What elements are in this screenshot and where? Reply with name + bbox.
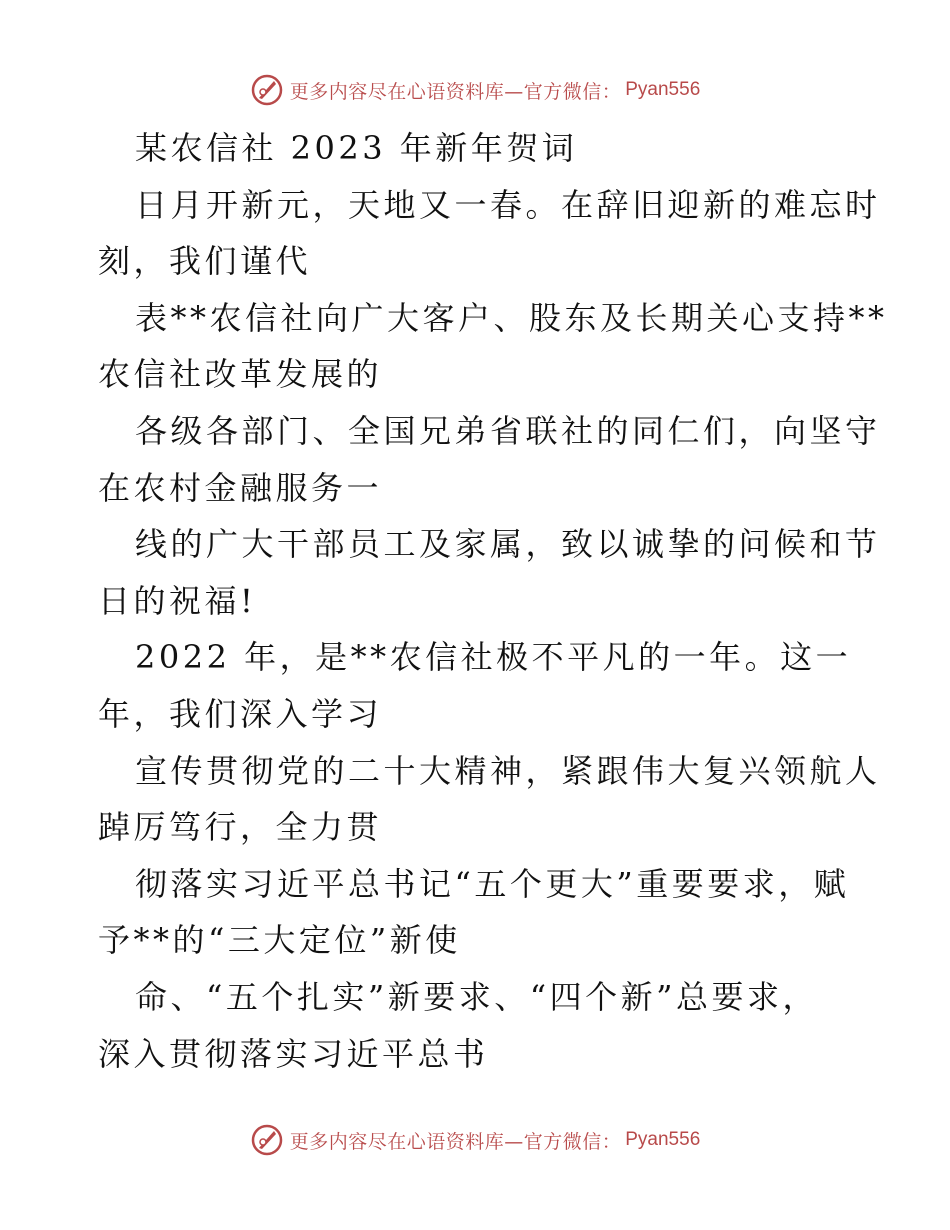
document-title: 某农信社 2023 年新年贺词 — [135, 129, 578, 167]
quill-logo-icon — [250, 73, 284, 107]
quill-logo-icon — [250, 1123, 284, 1157]
text-line: 2022 年，是**农信社极不平凡的一年。这一 — [135, 638, 852, 677]
header-watermark — [0, 70, 950, 110]
footer-watermark — [0, 1120, 950, 1160]
text-line: 踔厉笃行，全力贯 — [98, 808, 383, 847]
text-line: 表**农信社向广大客户、股东及长期关心支持** — [135, 298, 888, 337]
text-line: 命、“五个扎实”新要求、“四个新”总要求， — [135, 977, 818, 1016]
text-line: 彻落实习近平总书记“五个更大”重要要求，赋 — [135, 864, 850, 903]
text-line: 深入贯彻落实习近平总书 — [98, 1034, 489, 1073]
watermark-wechat-id: Pyan556 — [625, 1129, 701, 1150]
text-line: 在农村金融服务一 — [98, 468, 383, 507]
document-body — [0, 120, 950, 1082]
text-line: 日月开新元，天地又一春。在辞旧迎新的难忘时 — [135, 185, 881, 224]
text-line: 宣传贯彻党的二十大精神，紧跟伟大复兴领航人 — [135, 751, 881, 790]
text-line: 年，我们深入学习 — [98, 694, 383, 733]
watermark-text: 更多内容尽在心语资料库—官方微信： — [289, 80, 622, 103]
text-line: 农信社改革发展的 — [98, 355, 383, 394]
text-line: 刻，我们谨代 — [98, 242, 312, 281]
text-line: 线的广大干部员工及家属，致以诚挚的问候和节 — [135, 525, 881, 564]
watermark-wechat-id: Pyan556 — [625, 79, 701, 100]
text-line: 日的祝福! — [98, 581, 257, 620]
text-line: 各级各部门、全国兄弟省联社的同仁们，向坚守 — [135, 411, 881, 450]
text-line: 予**的“三大定位”新使 — [98, 921, 461, 960]
watermark-text: 更多内容尽在心语资料库—官方微信： — [289, 1130, 622, 1153]
